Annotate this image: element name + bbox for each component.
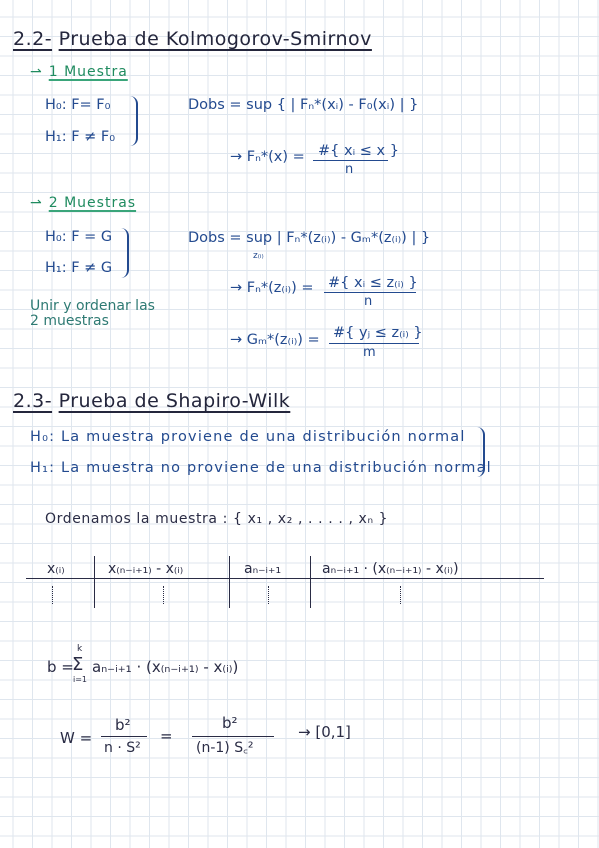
table-header-rule xyxy=(26,578,544,579)
b-lhs: b = xyxy=(47,658,74,676)
ordered-sample: Ordenamos la muestra : { x₁ , x₂ , . . . . , xₙ } xyxy=(45,511,389,527)
hypothesis-h0: H₀: F= F₀ xyxy=(45,97,111,113)
empirical-cdf-f-lhs: → Fₙ*(z₍ᵢ₎) = xyxy=(230,280,314,296)
section-title-sw xyxy=(13,392,290,411)
fraction-line xyxy=(329,343,419,344)
empirical-cdf-f-numerator: #{ xᵢ ≤ z₍ᵢ₎ } xyxy=(328,275,418,291)
hypothesis-brace xyxy=(119,228,129,278)
summation-sign: Σ xyxy=(72,654,84,675)
arrow-icon: ⇀ xyxy=(30,64,43,80)
sup-subscript: z₍ᵢ₎ xyxy=(253,251,264,261)
hypothesis-h0: H₀: F = G xyxy=(45,229,113,245)
table-ellipsis xyxy=(52,586,53,604)
table-column-divider xyxy=(229,556,230,608)
table-ellipsis xyxy=(400,586,401,604)
empirical-cdf-g-numerator: #{ yⱼ ≤ z₍ᵢ₎ } xyxy=(333,325,423,341)
table-column-divider xyxy=(94,556,95,608)
hypothesis-brace xyxy=(477,427,485,477)
empirical-cdf-denominator: n xyxy=(345,162,354,177)
dobs-formula: Dobs = sup | Fₙ*(z₍ᵢ₎) - Gₘ*(z₍ᵢ₎) | } xyxy=(188,230,431,246)
section-title-ks xyxy=(13,30,372,49)
empirical-cdf-numerator: #{ xᵢ ≤ x } xyxy=(318,143,399,159)
hypothesis-brace xyxy=(128,96,138,146)
fraction-line xyxy=(192,736,274,737)
section-heading: Prueba de Kolmogorov-Smirnov xyxy=(58,28,372,50)
summation-top: k xyxy=(77,644,83,654)
section-number: 2.2- xyxy=(13,28,53,50)
fraction-line xyxy=(324,292,416,293)
subheading-one-sample: ⇀ 1 Muestra xyxy=(30,64,128,80)
table-header-product: aₙ₋ᵢ₊₁ · (x₍ₙ₋ᵢ₊₁₎ - x₍ᵢ₎) xyxy=(322,561,459,577)
table-header-coefficient: aₙ₋ᵢ₊₁ xyxy=(244,561,282,577)
empirical-cdf-lhs: → Fₙ*(x) = xyxy=(230,149,305,165)
section-number: 2.3- xyxy=(13,390,53,412)
hypothesis-h0: H₀: La muestra proviene de una distribución normal xyxy=(30,429,466,445)
table-ellipsis xyxy=(163,586,164,604)
w-lhs: W = xyxy=(60,729,93,747)
section-heading: Prueba de Shapiro-Wilk xyxy=(58,390,291,412)
hypothesis-h1: H₁: F ≠ F₀ xyxy=(45,129,116,145)
table-column-divider xyxy=(310,556,311,608)
w-numerator-2: b² xyxy=(222,714,238,732)
arrow-icon: ⇀ xyxy=(30,195,43,211)
table-header-difference: x₍ₙ₋ᵢ₊₁₎ - x₍ᵢ₎ xyxy=(108,561,184,577)
subheading-two-samples: ⇀ 2 Muestras xyxy=(30,195,137,211)
w-denominator-1: n · S² xyxy=(104,740,141,756)
w-range: → [0,1] xyxy=(298,723,351,741)
w-equals: = xyxy=(160,727,173,745)
empirical-cdf-g-lhs: → Gₘ*(z₍ᵢ₎) = xyxy=(230,332,320,348)
table-ellipsis xyxy=(268,586,269,604)
fraction-line xyxy=(313,160,388,161)
empirical-cdf-g-denominator: m xyxy=(363,345,376,360)
dobs-formula: Dobs = sup { | Fₙ*(xᵢ) - F₀(xᵢ) | } xyxy=(188,97,419,113)
fraction-line xyxy=(101,736,147,737)
hypothesis-h1: H₁: F ≠ G xyxy=(45,260,113,276)
w-numerator-1: b² xyxy=(115,716,131,734)
merge-note: Unir y ordenar las 2 muestras xyxy=(30,298,155,329)
b-rhs: aₙ₋ᵢ₊₁ · (x₍ₙ₋ᵢ₊₁₎ - x₍ᵢ₎) xyxy=(92,658,239,676)
hypothesis-h1: H₁: La muestra no proviene de una distribución normal xyxy=(30,460,492,476)
w-denominator-2: (n-1) S꜀² xyxy=(196,740,254,756)
table-header-x-i: x₍ᵢ₎ xyxy=(47,561,65,577)
empirical-cdf-f-denominator: n xyxy=(364,294,373,309)
summation-bottom: i=1 xyxy=(73,675,88,684)
